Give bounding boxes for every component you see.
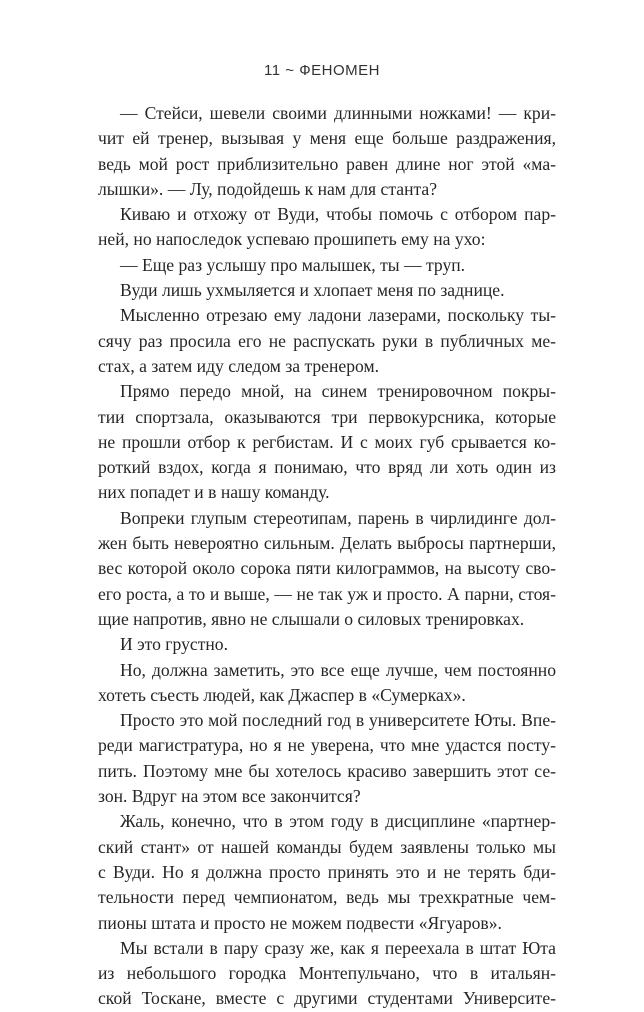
text-line: ведь мой рост приблизительно равен длине ног этой «ма- [98,153,556,174]
text-line: пионы штата и просто не можем подвести «Ягуаров». [98,912,502,933]
text-line: Мысленно отрезаю ему ладони лазерами, поскольку ты- [120,305,556,326]
text-line: Жаль, конечно, что в этом году в дисциплине «партнер- [120,811,556,832]
text-line: пить. Поэтому мне бы хотелось красиво завершить этот се- [98,760,556,781]
text-line: чит ей тренер, вызывая у меня еще больше раздражения, [98,128,556,149]
text-line: Мы встали в пару сразу же, как я переехала в штат Юта [120,937,556,958]
text-line: зон. Вдруг на этом все закончится? [98,786,361,807]
text-line: Вопреки глупым стереотипам, парень в чирлидинге дол- [120,507,556,528]
text-line: реди магистратура, но я не уверена, что мне удастся посту- [98,735,556,756]
text-line: И это грустно. [120,634,228,655]
text-line: ской Тоскане, вместе с другими студентами Университе- [98,988,556,1009]
body-text [98,101,556,1012]
text-line: его роста, а то и выше, — не так уж и просто. А парни, стоя- [98,583,556,604]
text-line: жен быть невероятно сильным. Делать выбросы партнерши, [98,533,556,554]
text-line: стах, а затем иду следом за тренером. [98,355,380,376]
text-line: роткий вздох, когда я понимаю, что вряд ли хоть один из [98,457,556,478]
text-line: лышки». — Лу, подойдешь к нам для станта? [98,178,438,199]
text-line: хотеть съесть людей, как Джаспер в «Сумерках». [98,684,466,705]
text-line: Прямо передо мной, на синем тренировочном покры- [120,381,556,402]
text-line: ней, но напоследок успеваю прошипеть ему на ухо: [98,229,486,250]
text-line: сячу раз просила его не распускать руки в публичных ме- [98,330,556,351]
text-line: ский стант» от нашей команды будем заявлены только мы [98,836,556,857]
text-line: с Вуди. Но я должна просто принять это и не терять бди- [98,861,556,882]
text-line: Просто это мой последний год в университете Юты. Впе- [120,710,556,731]
text-line: не прошли отбор к регбистам. И с моих губ срывается ко- [98,431,556,452]
text-line: — Стейси, шевели своими длинными ножками! — кри- [120,103,556,123]
text-line: из небольшого городка Монтепульчано, что в итальян- [98,963,556,984]
text-line: — Еще раз услышу про малышек, ты — труп. [120,254,466,275]
text-line: тии спортзала, оказываются три первокурсника, которые [98,406,556,427]
text-line: Вуди лишь ухмыляется и хлопает меня по заднице. [120,280,505,301]
text-line: щие напротив, явно не слышали о силовых тренировках. [98,608,525,629]
running-head: 11 ~ ФЕНОМЕН [264,62,380,79]
text-line: тельности перед чемпионатом, ведь мы трехкратные чем- [98,887,556,908]
text-line: вес которой около сорока пяти килограммов, на высоту сво- [98,558,556,579]
text-line: них попадет и в нашу команду. [98,482,330,503]
text-line: Но, должна заметить, это все еще лучше, чем постоянно [120,659,556,680]
text-line: Киваю и отхожу от Вуди, чтобы помочь с отбором пар- [120,204,556,225]
